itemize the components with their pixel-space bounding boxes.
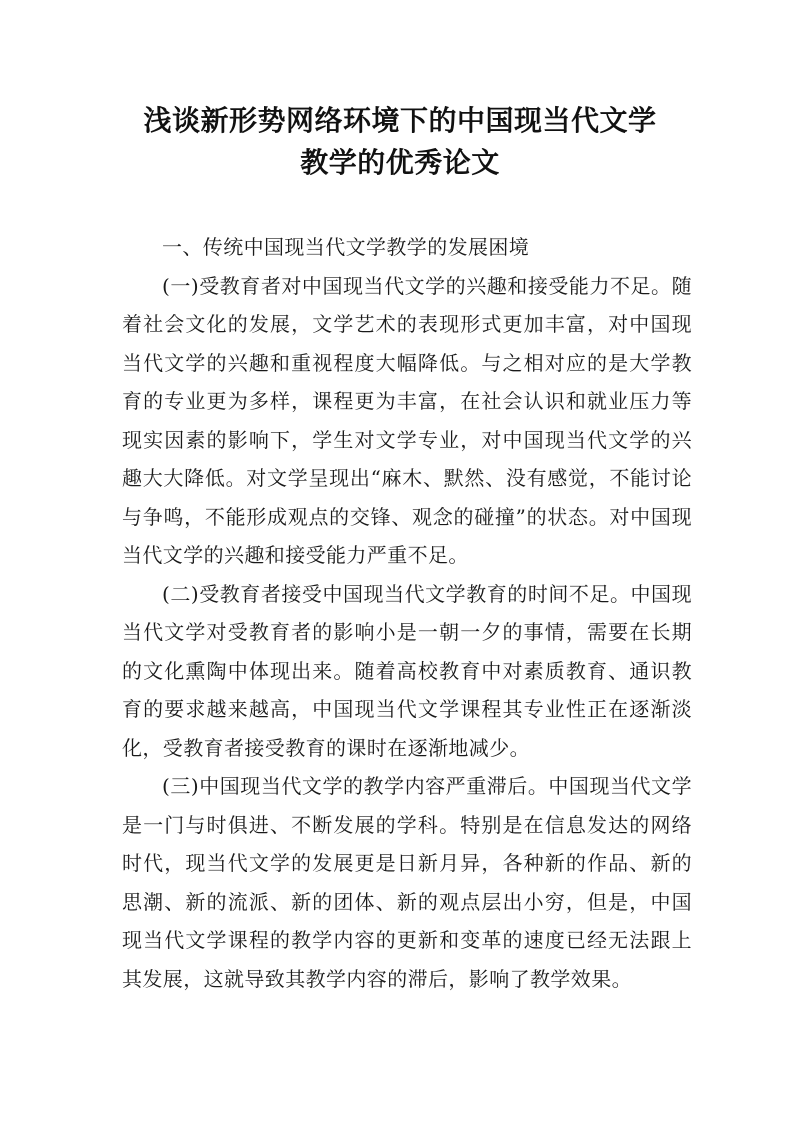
document-title-line-1: 浅谈新形势网络环境下的中国现当代文学: [143, 104, 657, 137]
paragraph-1: (一)受教育者对中国现当代文学的兴趣和接受能力不足。随着社会文化的发展，文学艺术的表现形式更加丰富，对中国现当代文学的兴趣和重视程度大幅降低。与之相对应的是大学教育的专业更为多样，课程更为丰富，在社会认识和就业压力等现实因素的影响下，学生对文学专业，对中国现当代文学的兴趣大大降低。对文学呈现出“麻木、默然、没有感觉，不能讨论与争鸣，不能形成观点的交锋、观念的碰撞”的状态。对中国现当代文学的兴趣和接受能力严重不足。: [122, 273, 692, 567]
paragraph-3: (三)中国现当代文学的教学内容严重滞后。中国现当代文学是一门与时俱进、不断发展的学科。特别是在信息发达的网络时代，现当代文学的发展更是日新月异，各种新的作品、新的思潮、新的流派、新的团体、新的观点层出小穷，但是，中国现当代文学课程的教学内容的更新和变革的速度已经无法跟上其发展，这就导致其教学内容的滞后，影响了教学效果。: [122, 774, 692, 991]
document-title-line-2: 教学的优秀论文: [300, 146, 500, 179]
section-heading: 一、传统中国现当代文学教学的发展困境: [162, 235, 530, 259]
paragraph-2: (二)受教育者接受中国现当代文学教育的时间不足。中国现当代文学对受教育者的影响小是一朝一夕的事情，需要在长期的文化熏陶中体现出来。随着高校教育中对素质教育、通识教育的要求越来越高，中国现当代文学课程其专业性正在逐渐淡化，受教育者接受教育的课时在逐渐地减少。: [122, 581, 692, 760]
document-body: [122, 228, 692, 998]
